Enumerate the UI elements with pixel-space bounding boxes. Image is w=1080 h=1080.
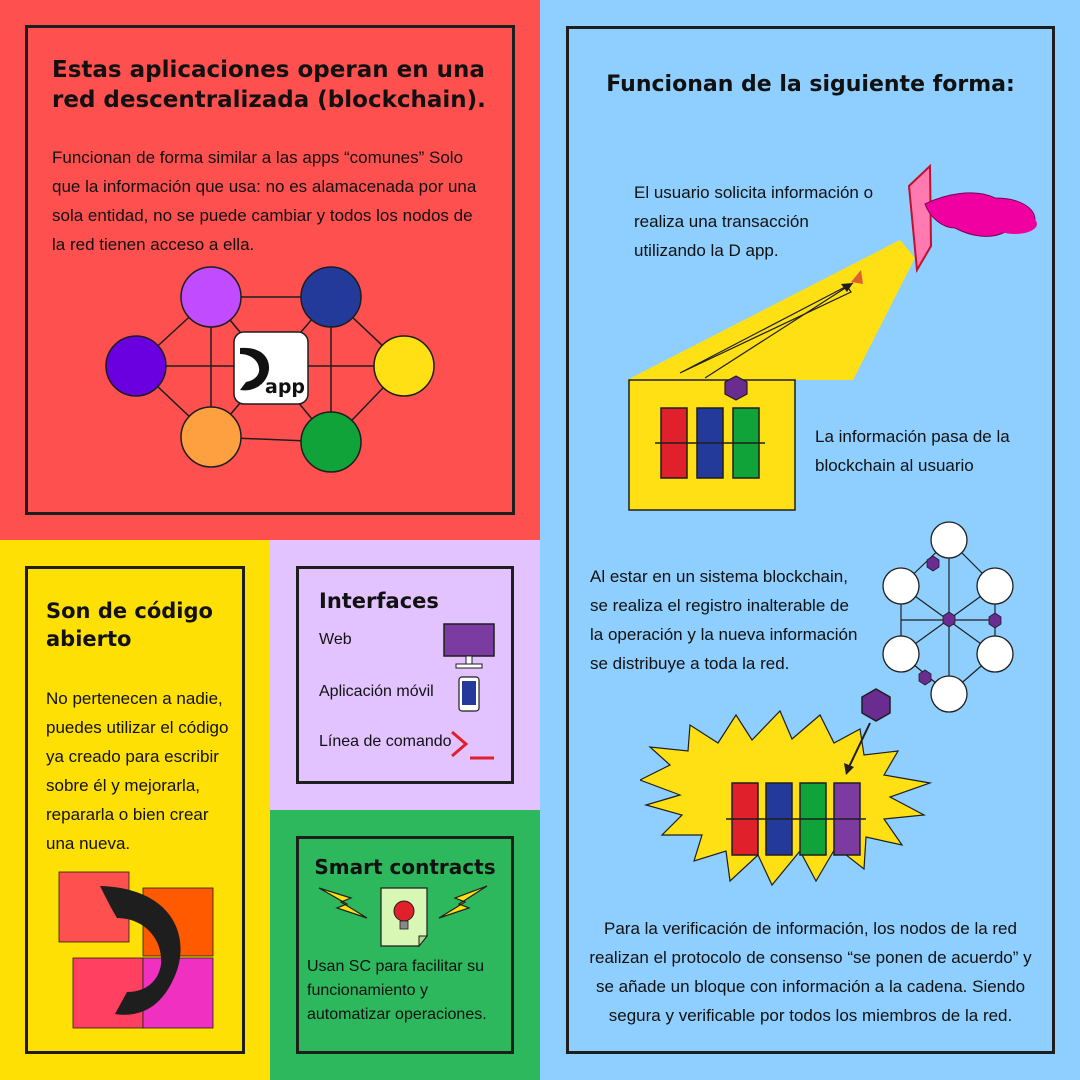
network-node <box>374 336 434 396</box>
interface-cli-label: Línea de comando <box>319 733 452 750</box>
open-source-description: No pertenecen a nadie, puedes utilizar el código ya creado para escribir sobre él y mejorarla, repararla o bien crear una nueva. <box>46 689 229 853</box>
smartphone-icon <box>458 676 480 712</box>
network-node <box>181 267 241 327</box>
open-source-title: Son de código abierto <box>46 599 213 651</box>
blockchain-description: Funcionan de forma similar a las apps “comunes” Solo que la información que usa: no es alamacenada por una sola entidad, no se puede cambiar y todos los nodos de la red tienen acceso a ella. <box>52 148 477 254</box>
network-node <box>301 412 361 472</box>
network-node <box>181 407 241 467</box>
block-hexagon-icon <box>725 376 747 400</box>
step3-text: Al estar en un sistema blockchain, se realiza el registro inalterable de la operación y la nueva información se distribuye a toda la red. <box>590 567 858 673</box>
dapp-logo-label: app <box>265 376 306 398</box>
new-block-hexagon-icon <box>862 689 890 721</box>
step1-text: El usuario solicita información o realiza una transacción utilizando la D app. <box>634 183 874 260</box>
smart-contracts-description: Usan SC para facilitar su funcionamiento y automatizar operaciones. <box>307 958 487 1023</box>
terminal-icon <box>448 728 496 762</box>
step2-text: La información pasa de la blockchain al usuario <box>815 427 1010 475</box>
contract-document-icon <box>381 888 427 946</box>
interface-web-label: Web <box>319 631 352 648</box>
code-blocks-logo-icon <box>55 868 220 1033</box>
contract-illustration <box>315 878 495 953</box>
how-title: Funcionan de la siguiente forma: <box>606 72 1015 97</box>
tablet-icon <box>909 166 931 270</box>
blockchain-title: Estas aplicaciones operan en una red descentralizada (blockchain). <box>52 57 486 113</box>
monitor-icon <box>442 622 497 670</box>
consensus-block-illustration <box>640 685 940 895</box>
network-node <box>106 336 166 396</box>
interfaces-title: Interfaces <box>319 589 439 613</box>
step4-text: Para la verificación de información, los nodos de la red realizan el protocolo de consenso “se ponen de acuerdo” y se añade un bloque con información a la cadena. Siendo segura y verificable por todos los miembros de la red. <box>589 919 1032 1025</box>
interface-mobile-label: Aplicación móvil <box>319 683 434 700</box>
blockchain-network-diagram <box>100 262 440 482</box>
smart-contracts-title: Smart contracts <box>314 855 496 879</box>
network-node <box>301 267 361 327</box>
